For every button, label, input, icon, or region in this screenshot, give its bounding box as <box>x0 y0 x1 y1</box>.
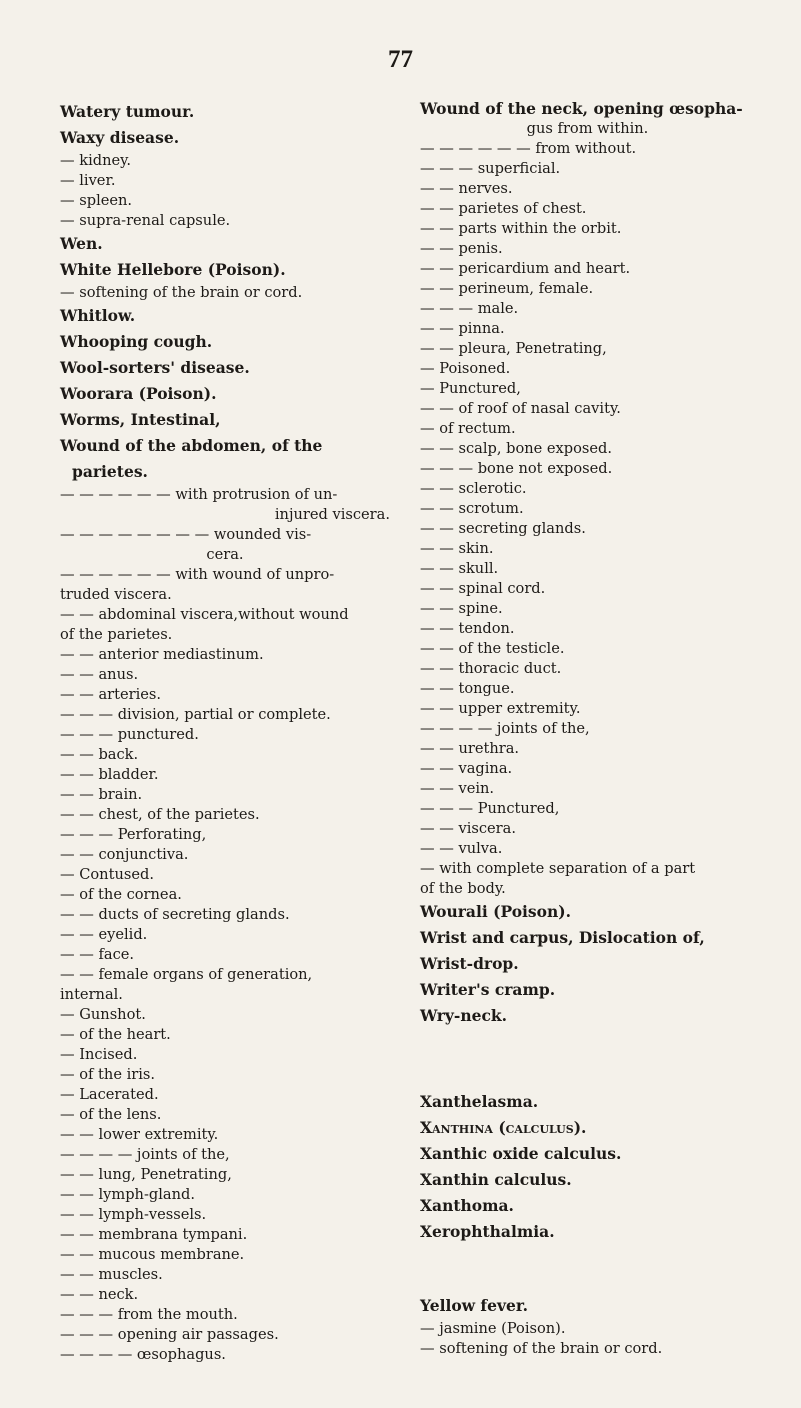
index-subentry: — — anus. <box>60 666 139 683</box>
index-subentry: — — conjunctiva. <box>60 846 189 863</box>
index-subentry: — — — opening air passages. <box>60 1326 279 1343</box>
index-subentry: — — — — œsophagus. <box>60 1346 226 1363</box>
index-entry: Worms, Intestinal, <box>60 410 221 429</box>
index-subentry: — — upper extremity. <box>420 700 581 717</box>
index-subentry: — spleen. <box>60 192 133 209</box>
index-subentry: — — — — joints of the, <box>420 720 590 737</box>
index-subentry: — — spinal cord. <box>420 580 546 597</box>
index-subentry: — — mucous membrane. <box>60 1246 245 1263</box>
index-entry: Xanthina (calculus). <box>420 1118 587 1137</box>
index-subentry: — — parietes of chest. <box>420 200 587 217</box>
index-subentry: — — penis. <box>420 240 503 257</box>
index-subentry: — — of the testicle. <box>420 640 565 657</box>
index-subentry: — — viscera. <box>420 820 516 837</box>
index-subentry: — — brain. <box>60 786 143 803</box>
section-gap <box>420 1245 755 1293</box>
index-subentry: — — secreting glands. <box>420 520 586 537</box>
index-subentry: — — skull. <box>420 560 499 577</box>
index-subentry: — — — punctured. <box>60 726 199 743</box>
index-subentry: — with complete separation of a part <box>420 860 696 877</box>
index-subentry: — — — superficial. <box>420 160 561 177</box>
index-entry: Wound of the neck, opening œsopha- <box>420 99 743 118</box>
index-entry: Wen. <box>60 234 103 253</box>
index-subentry: — — — — joints of the, <box>60 1146 230 1163</box>
index-subentry: — — — — — — with wound of unpro- <box>60 566 335 583</box>
index-entry-continuation: cera. <box>206 546 244 563</box>
page-number: 77 <box>388 46 413 73</box>
index-entry-continuation: gus from within. <box>526 120 649 137</box>
index-entry: Xerophthalmia. <box>420 1222 555 1241</box>
index-subentry: — — skin. <box>420 540 494 557</box>
index-entry: White Hellebore (Poison). <box>60 260 286 279</box>
index-entry: Yellow fever. <box>420 1296 528 1315</box>
index-subentry: — — lymph-vessels. <box>60 1206 207 1223</box>
index-entry-continuation: of the body. <box>420 880 506 897</box>
index-subentry: — — urethra. <box>420 740 520 757</box>
index-entry: Xanthic oxide calculus. <box>420 1144 622 1163</box>
index-subentry: — Lacerated. <box>60 1086 159 1103</box>
index-subentry: — — vein. <box>420 780 495 797</box>
index-subentry: — — anterior mediastinum. <box>60 646 264 663</box>
index-subentry: — — thoracic duct. <box>420 660 562 677</box>
index-subentry: — — ducts of secreting glands. <box>60 906 290 923</box>
index-subentry: — Punctured, <box>420 380 521 397</box>
index-entry: Whitlow. <box>60 306 136 325</box>
index-subentry: — Incised. <box>60 1046 138 1063</box>
index-subentry: — — — Punctured, <box>420 800 560 817</box>
index-subentry: — — scalp, bone exposed. <box>420 440 613 457</box>
index-subentry: — — eyelid. <box>60 926 148 943</box>
index-subentry: — Poisoned. <box>420 360 511 377</box>
index-subentry: — — membrana tympani. <box>60 1226 248 1243</box>
index-subentry: — softening of the brain or cord. <box>60 284 303 301</box>
index-subentry: — — pinna. <box>420 320 505 337</box>
index-subentry: — — of roof of nasal cavity. <box>420 400 621 417</box>
index-entry: Xanthin calculus. <box>420 1170 572 1189</box>
index-subentry: — — face. <box>60 946 135 963</box>
index-entry: Writer's cramp. <box>420 980 556 999</box>
index-subentry: — of the iris. <box>60 1066 156 1083</box>
index-subentry: — jasmine (Poison). <box>420 1320 566 1337</box>
index-entry-continuation: of the parietes. <box>60 626 173 643</box>
index-subentry: — — abdominal viscera,without wound <box>60 606 349 623</box>
index-subentry: — kidney. <box>60 152 132 169</box>
index-subentry: — — perineum, female. <box>420 280 594 297</box>
index-subentry: — — — from the mouth. <box>60 1306 238 1323</box>
index-entry-continuation: truded viscera. <box>60 586 172 603</box>
index-entry: Woorara (Poison). <box>60 384 217 403</box>
index-entry: Waxy disease. <box>60 128 180 147</box>
index-subentry: — softening of the brain or cord. <box>420 1340 663 1357</box>
index-entry: Xanthoma. <box>420 1196 514 1215</box>
index-entry: Wrist and carpus, Dislocation of, <box>420 928 705 947</box>
index-entry: Wry-neck. <box>420 1006 508 1025</box>
index-entry: Xanthelasma. <box>420 1092 539 1111</box>
index-subentry: — — — male. <box>420 300 519 317</box>
index-subentry: — — vulva. <box>420 840 503 857</box>
index-subentry: — — — bone not exposed. <box>420 460 613 477</box>
index-subentry: — — tendon. <box>420 620 515 637</box>
index-column-right <box>420 99 755 1359</box>
index-entry: Wourali (Poison). <box>420 902 571 921</box>
index-entry: Wound of the abdomen, of the parietes. <box>60 436 323 481</box>
index-subentry: — liver. <box>60 172 116 189</box>
index-subentry: — of rectum. <box>420 420 516 437</box>
index-subentry: — Gunshot. <box>60 1006 146 1023</box>
index-entry: Watery tumour. <box>60 102 195 121</box>
index-subentry: — of the lens. <box>60 1106 162 1123</box>
index-subentry: — — neck. <box>60 1286 139 1303</box>
index-subentry: — — bladder. <box>60 766 159 783</box>
index-subentry: — — pleura, Penetrating, <box>420 340 607 357</box>
index-entry: Wrist-drop. <box>420 954 519 973</box>
index-subentry: — — lower extremity. <box>60 1126 219 1143</box>
index-subentry: — — pericardium and heart. <box>420 260 631 277</box>
index-column-left <box>60 99 390 1365</box>
index-entry-continuation: internal. <box>60 986 123 1003</box>
index-subentry: — Contused. <box>60 866 154 883</box>
index-subentry: — supra-renal capsule. <box>60 212 231 229</box>
index-entry-continuation: injured viscera. <box>274 506 390 523</box>
index-subentry: — — muscles. <box>60 1266 163 1283</box>
index-subentry: — — — — — — — — wounded vis- <box>60 526 312 543</box>
index-subentry: — — scrotum. <box>420 500 524 517</box>
index-subentry: — — arteries. <box>60 686 162 703</box>
index-entry: Wool-sorters' disease. <box>60 358 250 377</box>
index-subentry: — — lung, Penetrating, <box>60 1166 232 1183</box>
section-gap <box>420 1029 755 1089</box>
index-subentry: — — lymph-gland. <box>60 1186 195 1203</box>
index-subentry: — — — Perforating, <box>60 826 207 843</box>
index-entry: Whooping cough. <box>60 332 213 351</box>
index-subentry: — — spine. <box>420 600 503 617</box>
index-subentry: — — nerves. <box>420 180 513 197</box>
index-subentry: — — — — — — with protrusion of un- <box>60 486 338 503</box>
index-subentry: — — vagina. <box>420 760 513 777</box>
index-subentry: — — female organs of generation, <box>60 966 313 983</box>
index-subentry: — — — division, partial or complete. <box>60 706 331 723</box>
index-subentry: — — parts within the orbit. <box>420 220 622 237</box>
index-subentry: — — chest, of the parietes. <box>60 806 260 823</box>
index-subentry: — — back. <box>60 746 139 763</box>
index-subentry: — of the cornea. <box>60 886 182 903</box>
index-subentry: — of the heart. <box>60 1026 171 1043</box>
index-subentry: — — — — — — from without. <box>420 140 637 157</box>
index-subentry: — — tongue. <box>420 680 515 697</box>
index-subentry: — — sclerotic. <box>420 480 527 497</box>
